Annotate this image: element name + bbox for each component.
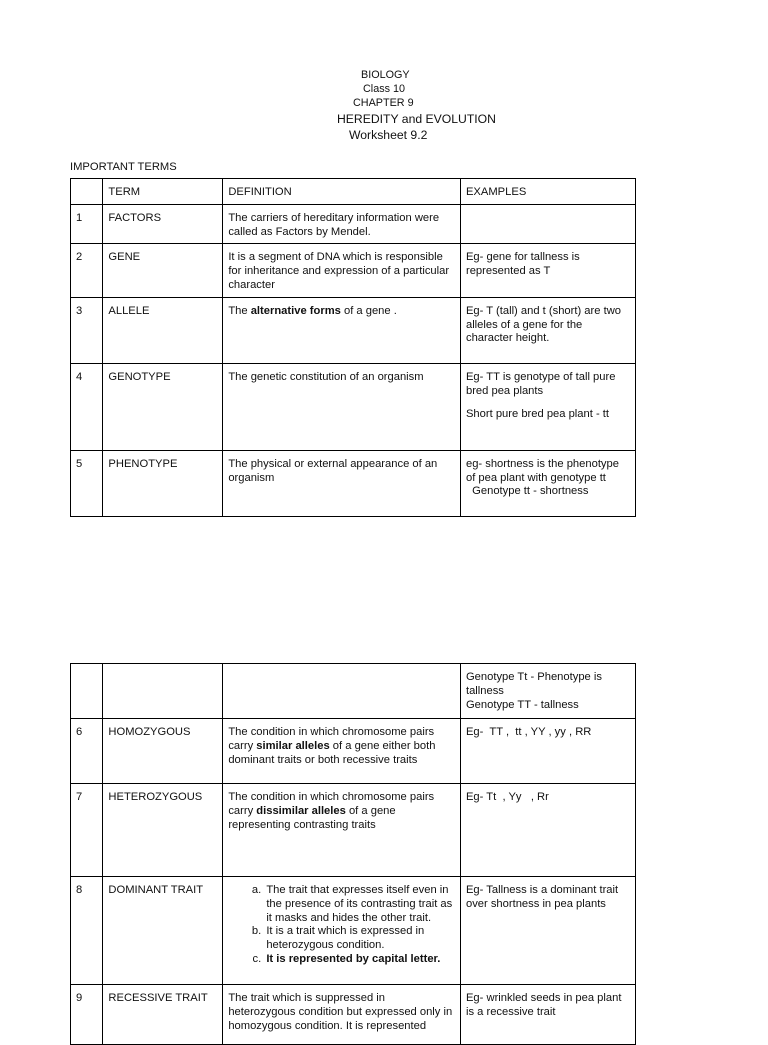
row-definition [223, 664, 461, 719]
row-examples: Eg- TT , tt , YY , yy , RR [460, 719, 635, 784]
table-header-row [71, 179, 636, 205]
table-row [71, 244, 636, 297]
row-examples: Eg- Tt , Yy , Rr [460, 784, 635, 877]
definition-text: of a gene either both dominant traits or both recessive traits [228, 739, 436, 766]
definition-list-item: b. It is a trait which is expressed in heterozygous condition. [264, 925, 455, 953]
row-examples [460, 363, 635, 450]
document-title: HEREDITY and EVOLUTION [337, 112, 496, 126]
example-line: eg- shortness is the phenotype of pea plant with genotype tt [465, 457, 619, 484]
row-number: 9 [71, 985, 103, 1045]
table-row [71, 985, 636, 1045]
example-line: Short pure bred pea plant - tt [465, 408, 610, 421]
row-examples: Eg- Tallness is a dominant trait over shortness in pea plants [460, 877, 635, 985]
example-line: Genotype tt - shortness [465, 485, 589, 498]
definition-bold: alternative forms [250, 304, 341, 317]
row-definition [223, 719, 461, 784]
row-examples [460, 204, 635, 244]
row-number: 1 [71, 204, 103, 244]
row-definition: The carriers of hereditary information were called as Factors by Mendel. [223, 204, 461, 244]
definition-text: The condition in which chromosome pairs carry [228, 791, 435, 817]
row-examples: Eg- wrinkled seeds in pea plant is a recessive trait [460, 985, 635, 1045]
example-gap [466, 398, 630, 408]
row-number: 3 [71, 297, 103, 363]
example-line: Genotype Tt - Phenotype is tallness [465, 671, 602, 697]
row-definition [223, 877, 461, 985]
row-examples [460, 450, 635, 516]
example-line: Genotype TT - tallness [465, 698, 579, 711]
subject-heading: BIOLOGY [361, 69, 410, 81]
table-row [71, 664, 636, 719]
row-term: HETEROZYGOUS [103, 784, 223, 877]
table-row [71, 719, 636, 784]
definition-list-item [264, 953, 455, 967]
table-row [71, 297, 636, 363]
worksheet-label: Worksheet 9.2 [349, 128, 428, 142]
header-cell-number [71, 179, 103, 205]
row-definition: It is a segment of DNA which is responsible for inheritance and expression of a particular character [223, 244, 461, 297]
row-examples: Eg- gene for tallness is represented as T [460, 244, 635, 297]
row-definition: The trait which is suppressed in heterozygous condition but expressed only in homozygous condition. It is represented [223, 985, 461, 1045]
definition-list [228, 884, 455, 967]
definition-text: The condition in which chromosome pairs carry [228, 726, 435, 752]
class-heading: Class 10 [363, 83, 406, 95]
row-definition [223, 297, 461, 363]
row-number: 5 [71, 450, 103, 516]
table-row [71, 784, 636, 877]
row-definition [223, 784, 461, 877]
row-examples: Eg- T (tall) and t (short) are two alleles of a gene for the character height. [460, 297, 635, 363]
header-cell-definition: DEFINITION [223, 179, 461, 205]
row-number: 2 [71, 244, 103, 297]
row-number: 7 [71, 784, 103, 877]
header-cell-term: TERM [103, 179, 223, 205]
row-number: 8 [71, 877, 103, 985]
table-row [71, 204, 636, 244]
terms-table-2 [70, 663, 636, 1045]
row-term: ALLELE [103, 297, 223, 363]
row-term: PHENOTYPE [103, 450, 223, 516]
row-term: GENE [103, 244, 223, 297]
row-term: HOMOZYGOUS [103, 719, 223, 784]
row-number: 4 [71, 363, 103, 450]
row-definition: The physical or external appearance of an organism [223, 450, 461, 516]
definition-bold: similar alleles [256, 739, 330, 752]
definition-text: of a gene representing contrasting traits [228, 804, 396, 831]
definition-bold: It is represented by capital letter. [266, 952, 441, 965]
row-examples [460, 664, 635, 719]
example-line: Eg- TT is genotype of tall pure bred pea plants [465, 370, 616, 397]
row-number [71, 664, 103, 719]
definition-list-item: a. The trait that expresses itself even in the presence of its contrasting trait as it masks and hides the other trait. [264, 884, 455, 925]
table-row [71, 877, 636, 985]
table-row [71, 363, 636, 450]
definition-text: The [228, 304, 251, 317]
table-row [71, 450, 636, 516]
row-definition: The genetic constitution of an organism [223, 363, 461, 450]
row-term: RECESSIVE TRAIT [103, 985, 223, 1045]
row-term [103, 664, 223, 719]
definition-bold: dissimilar alleles [256, 804, 346, 817]
terms-table-1 [70, 178, 636, 517]
definition-text: of a gene . [340, 304, 397, 317]
row-term: GENOTYPE [103, 363, 223, 450]
row-number: 6 [71, 719, 103, 784]
row-term: FACTORS [103, 204, 223, 244]
row-term: DOMINANT TRAIT [103, 877, 223, 985]
section-label: IMPORTANT TERMS [70, 161, 177, 173]
header-cell-examples: EXAMPLES [460, 179, 635, 205]
chapter-heading: CHAPTER 9 [353, 97, 414, 109]
